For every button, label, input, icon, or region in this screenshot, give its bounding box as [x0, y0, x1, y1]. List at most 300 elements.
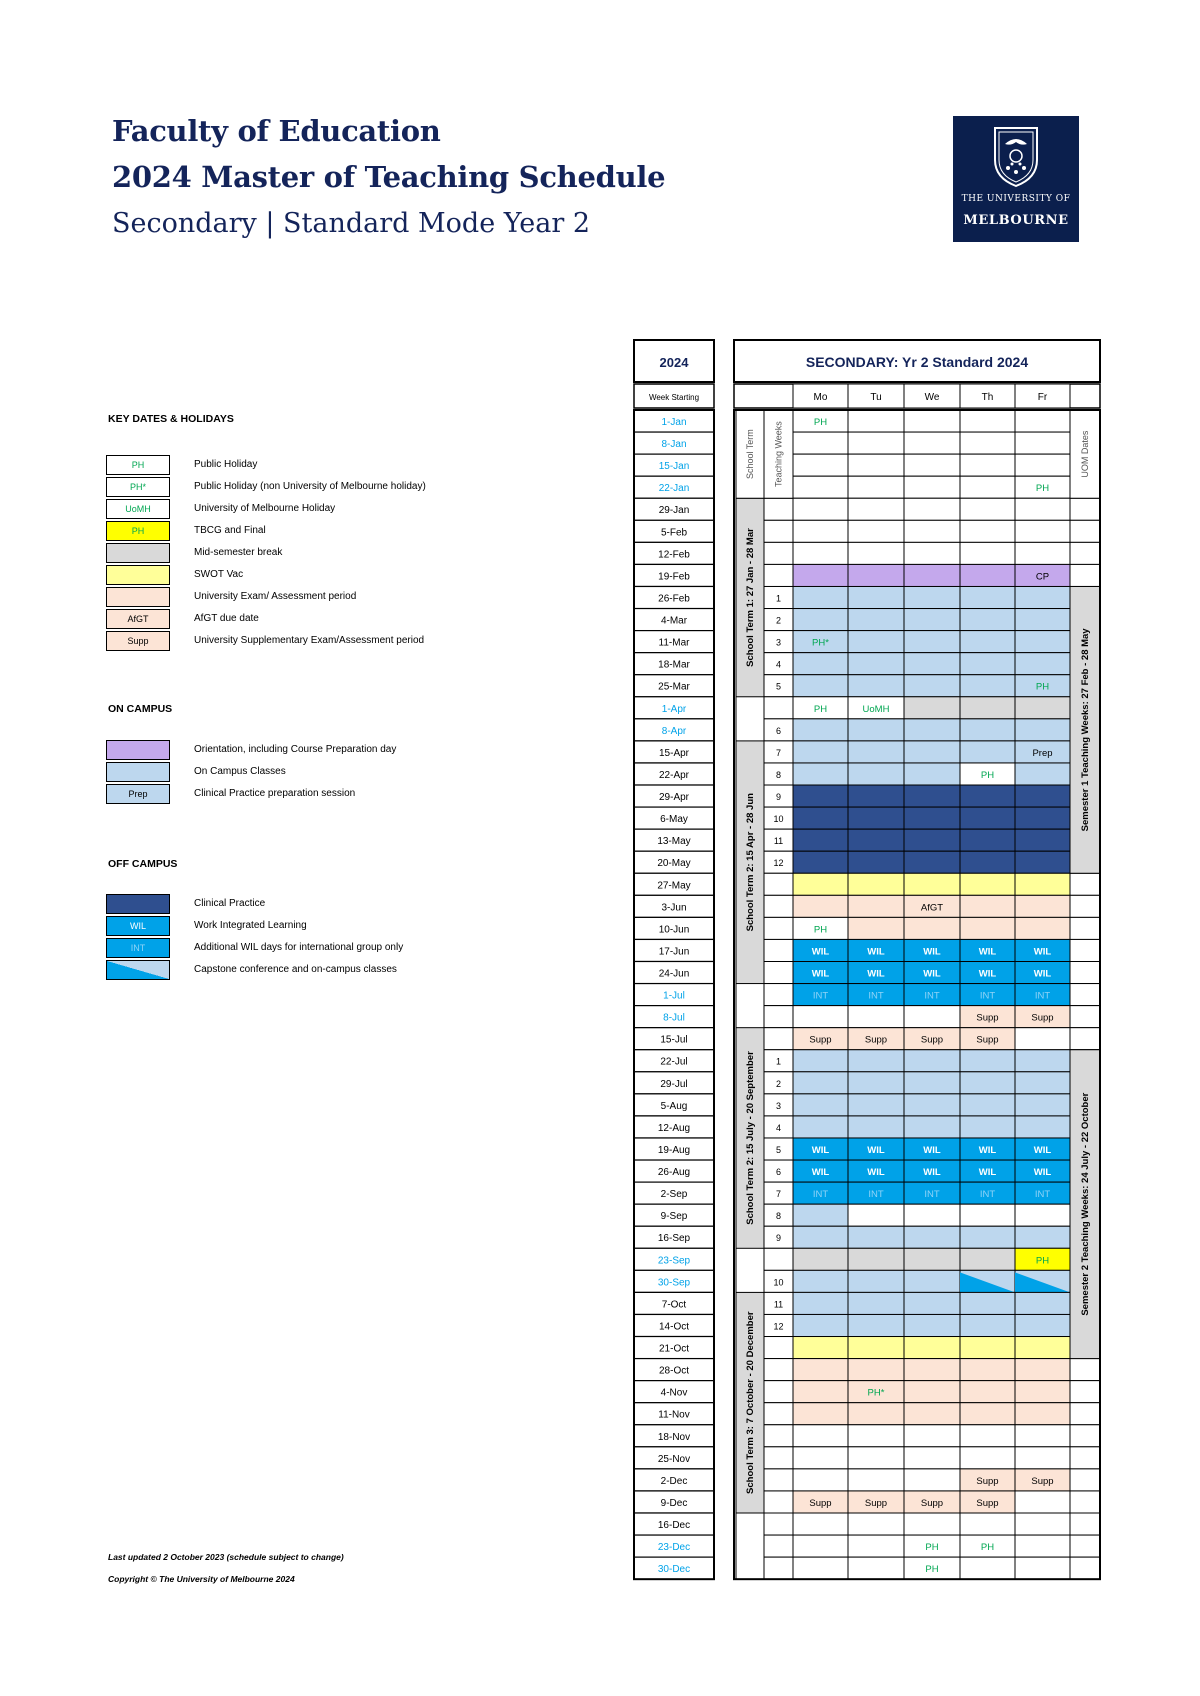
day-cell [960, 873, 1015, 895]
week-date: 2-Dec [660, 1475, 688, 1487]
day-cell [960, 1116, 1015, 1138]
week-date: 18-Nov [657, 1431, 691, 1443]
legend-label: Clinical Practice preparation session [194, 788, 356, 799]
teaching-week-number: 7 [775, 1189, 782, 1200]
teaching-week-number: 5 [775, 681, 782, 692]
teaching-week-number: 3 [775, 1100, 782, 1111]
teaching-week-cell [764, 1491, 793, 1513]
day-cell [848, 564, 904, 586]
uom-cell [1070, 1557, 1100, 1579]
day-cell [960, 410, 1015, 432]
day-cell [1015, 454, 1070, 476]
day-cell [848, 542, 904, 564]
day-cell [1015, 1447, 1070, 1469]
cell-label: Supp [864, 1034, 888, 1046]
teaching-week-number: 5 [775, 1144, 782, 1155]
day-cell [848, 1425, 904, 1447]
cell-label: Supp [864, 1497, 888, 1509]
day-cell [793, 1469, 848, 1491]
week-date: 15-Apr [658, 747, 690, 759]
day-cell [1015, 1381, 1070, 1403]
week-date: 26-Feb [658, 593, 690, 605]
week-date: 1-Jan [661, 417, 687, 428]
uom-cell [1070, 1447, 1100, 1469]
day-cell [848, 1535, 904, 1557]
cell-label: PH [925, 1542, 939, 1554]
cell-label: WIL [867, 1167, 885, 1179]
day-cell [904, 829, 960, 851]
school-term-4-label: School Term 3: 7 October - 20 December [745, 1311, 756, 1494]
day-cell [1015, 1535, 1070, 1557]
teaching-week-cell [764, 1447, 793, 1469]
day-cell [848, 895, 904, 917]
week-date: 8-Jul [663, 1012, 685, 1024]
week-date: 16-Dec [657, 1520, 691, 1531]
page-subtitle: Secondary | Standard Mode Year 2 [112, 208, 590, 239]
day-cell [904, 1006, 960, 1028]
day-cell [1015, 1292, 1070, 1314]
day-cell [793, 1248, 848, 1270]
day-cell [960, 1425, 1015, 1447]
legend-swatch: PH [106, 455, 170, 475]
cell-label: INT [868, 1189, 884, 1201]
week-date: 29-Apr [658, 792, 690, 804]
day-cell [793, 873, 848, 895]
day-cell [1015, 542, 1070, 564]
day-cell [793, 851, 848, 873]
day-cell [960, 807, 1015, 829]
teaching-week-cell [764, 895, 793, 917]
teaching-week-cell [764, 520, 793, 542]
day-cell [904, 697, 960, 719]
day-cell [960, 564, 1015, 586]
faculty-heading: Faculty of Education [112, 114, 441, 148]
week-date: 30-Sep [657, 1277, 691, 1289]
day-cell [1015, 498, 1070, 520]
day-cell [904, 520, 960, 542]
day-cell [960, 697, 1015, 719]
day-cell [960, 1513, 1015, 1535]
day-cell [848, 719, 904, 741]
day-cell [904, 1513, 960, 1535]
week-date: 30-Dec [657, 1564, 691, 1576]
week-date: 24-Jun [658, 968, 690, 980]
day-cell [960, 851, 1015, 873]
day-cell [1015, 1513, 1070, 1535]
day-cell [793, 586, 848, 608]
legend-swatch: WIL [106, 916, 170, 936]
teaching-week-number: 6 [775, 1167, 782, 1178]
day-cell [848, 917, 904, 939]
day-cell [904, 1116, 960, 1138]
day-cell [904, 564, 960, 586]
day-cell [960, 741, 1015, 763]
day-cell [848, 1094, 904, 1116]
day-cell [848, 1314, 904, 1336]
uom-dates-header: UOM Dates [1080, 430, 1090, 478]
cell-label: INT [1034, 990, 1051, 1002]
day-cell [793, 1337, 848, 1359]
cell-label: INT [1034, 1189, 1051, 1201]
day-header: Th [981, 392, 994, 403]
day-cell [904, 675, 960, 697]
day-header: We [924, 392, 940, 403]
day-cell [793, 653, 848, 675]
day-cell [1015, 1557, 1070, 1579]
cell-label: PH* [812, 637, 829, 649]
week-date: 1-Jul [663, 990, 685, 1002]
uom-cell [1070, 1381, 1100, 1403]
day-cell [793, 1513, 848, 1535]
cell-label: PH [1035, 1255, 1050, 1267]
calendar-title: SECONDARY: Yr 2 Standard 2024 [805, 354, 1029, 370]
day-cell [1015, 807, 1070, 829]
cell-label: UoMH [862, 703, 890, 715]
teaching-week-cell [764, 1513, 793, 1535]
teaching-week-number: 9 [775, 1233, 782, 1244]
day-cell [904, 1381, 960, 1403]
cell-label: WIL [867, 1144, 885, 1156]
legend-label: Additional WIL days for international group only [194, 942, 404, 953]
uom-cell [1070, 1491, 1100, 1513]
day-cell [848, 829, 904, 851]
legend-swatch: PH [106, 521, 170, 541]
cell-label: WIL [811, 1167, 830, 1179]
legend-label: Public Holiday (non University of Melbourne holiday) [194, 481, 426, 492]
week-date: 23-Sep [657, 1255, 691, 1267]
day-cell [793, 1314, 848, 1336]
day-cell [793, 895, 848, 917]
day-cell [904, 1447, 960, 1469]
cell-label: INT [812, 990, 829, 1002]
day-cell [1015, 873, 1070, 895]
week-date: 27-May [657, 880, 691, 892]
day-cell [793, 1359, 848, 1381]
uom-cell [1070, 1535, 1100, 1557]
day-cell [1015, 1359, 1070, 1381]
day-cell [793, 432, 848, 454]
legend-label: Public Holiday [194, 459, 258, 470]
day-cell [793, 763, 848, 785]
day-cell [848, 1557, 904, 1579]
off-campus-heading: OFF CAMPUS [108, 858, 178, 870]
day-cell [904, 785, 960, 807]
legend-label: Capstone conference and on-campus classes [194, 964, 397, 975]
day-cell [1015, 1337, 1070, 1359]
school-term-1-label: School Term 1: 27 Jan - 28 Mar [745, 528, 756, 667]
week-date: 22-Jul [660, 1056, 688, 1068]
legend-label: University Exam/ Assessment period [194, 591, 357, 602]
legend-label: Mid-semester break [194, 547, 283, 558]
day-cell [793, 829, 848, 851]
day-cell [960, 631, 1015, 653]
legend-label: SWOT Vac [194, 569, 244, 580]
cell-label: INT [924, 1189, 940, 1201]
legend-label: AfGT due date [194, 613, 259, 624]
legend-label: University of Melbourne Holiday [194, 503, 336, 514]
day-cell [904, 542, 960, 564]
uom-cell [1070, 520, 1100, 542]
week-date: 13-May [657, 836, 691, 848]
teaching-week-cell [764, 564, 793, 586]
week-date: 8-Jan [661, 439, 687, 451]
day-cell [848, 1226, 904, 1248]
day-cell [960, 895, 1015, 917]
cell-label: WIL [867, 968, 885, 980]
day-cell [848, 741, 904, 763]
teaching-week-cell [764, 1535, 793, 1557]
day-cell [793, 1226, 848, 1248]
cell-label: AfGT [920, 902, 944, 914]
cell-label: WIL [923, 1167, 941, 1179]
week-date: 18-Mar [658, 659, 690, 671]
cell-label: INT [979, 990, 996, 1002]
day-cell [904, 1337, 960, 1359]
day-cell [1015, 520, 1070, 542]
cell-label: Supp [920, 1034, 944, 1046]
week-date: 25-Mar [658, 681, 690, 693]
day-cell [848, 1403, 904, 1425]
day-cell [960, 1447, 1015, 1469]
legend-swatch: Prep [106, 784, 170, 804]
day-cell [904, 1226, 960, 1248]
page-title: 2024 Master of Teaching Schedule [112, 160, 666, 194]
week-date: 11-Nov [658, 1409, 690, 1421]
legend-swatch: Supp [106, 631, 170, 651]
day-cell [848, 1116, 904, 1138]
day-cell [960, 1050, 1015, 1072]
uom-cell [1070, 917, 1100, 939]
semester-2-label: Semester 2 Teaching Weeks: 24 July - 22 October [1080, 1092, 1091, 1316]
day-cell [1015, 1403, 1070, 1425]
day-cell [1015, 697, 1070, 719]
cell-label: Supp [976, 1034, 999, 1046]
cell-label: Supp [976, 1475, 999, 1487]
day-cell [904, 1425, 960, 1447]
legend-label: Clinical Practice [194, 898, 266, 909]
day-cell [793, 807, 848, 829]
uom-cell [1070, 1469, 1100, 1491]
cell-label: INT [812, 1189, 829, 1201]
cell-label: WIL [923, 968, 941, 980]
day-cell [960, 1226, 1015, 1248]
uom-cell [1070, 962, 1100, 984]
day-cell [793, 454, 848, 476]
teaching-week-number: 9 [775, 792, 782, 803]
week-date: 5-Feb [660, 527, 688, 539]
day-cell [1015, 631, 1070, 653]
day-cell [904, 851, 960, 873]
copyright-note: Copyright © The University of Melbourne 2024 [108, 1574, 295, 1584]
day-cell [960, 476, 1015, 498]
day-cell [848, 1050, 904, 1072]
cell-label: WIL [978, 946, 997, 958]
teaching-week-number: 11 [773, 836, 784, 847]
day-cell [904, 763, 960, 785]
day-cell [848, 1248, 904, 1270]
teaching-week-number: 8 [775, 769, 782, 780]
cell-label: Supp [976, 1497, 999, 1509]
week-date: 22-Apr [658, 769, 690, 781]
day-cell [904, 498, 960, 520]
day-cell [960, 1292, 1015, 1314]
day-cell [960, 498, 1015, 520]
week-date: 21-Oct [658, 1343, 690, 1355]
week-date: 4-Mar [660, 615, 688, 627]
day-cell [904, 476, 960, 498]
day-cell [904, 1292, 960, 1314]
day-cell [848, 410, 904, 432]
cell-label: WIL [1033, 1167, 1052, 1179]
week-date: 29-Jan [658, 505, 690, 517]
cell-label: WIL [867, 946, 885, 958]
day-cell [848, 1006, 904, 1028]
cell-label: WIL [978, 1144, 997, 1156]
logo-line1: THE UNIVERSITY OF [961, 194, 1071, 204]
day-cell [1015, 1204, 1070, 1226]
day-cell [904, 1072, 960, 1094]
day-cell [1015, 851, 1070, 873]
day-cell [793, 1050, 848, 1072]
uom-cell [1070, 895, 1100, 917]
day-cell [793, 1072, 848, 1094]
day-cell [848, 785, 904, 807]
teaching-week-number: 6 [775, 725, 782, 736]
teaching-week-cell [764, 542, 793, 564]
day-cell [1015, 785, 1070, 807]
week-date: 7-Oct [661, 1299, 687, 1311]
cell-label: WIL [923, 946, 941, 958]
day-cell [904, 1050, 960, 1072]
teaching-week-number: 11 [773, 1299, 784, 1310]
cell-label: Supp [920, 1497, 944, 1509]
uom-cell [1070, 498, 1100, 520]
teaching-week-cell [764, 1337, 793, 1359]
teaching-week-number: 3 [775, 637, 782, 648]
week-date: 19-Aug [657, 1144, 691, 1156]
cell-label: WIL [811, 946, 830, 958]
week-date: 2-Sep [660, 1189, 688, 1201]
cell-label: Supp [809, 1497, 832, 1509]
day-cell [1015, 1116, 1070, 1138]
legend-label: Orientation, including Course Preparation day [194, 744, 397, 755]
week-date: 12-Feb [658, 549, 690, 561]
day-cell [904, 1204, 960, 1226]
uom-cell [1070, 984, 1100, 1006]
week-date: 20-May [657, 858, 691, 870]
day-cell [793, 741, 848, 763]
teaching-week-number: 8 [775, 1211, 782, 1222]
cell-label: WIL [811, 968, 830, 980]
day-cell [1015, 829, 1070, 851]
day-cell [848, 873, 904, 895]
day-cell [904, 1359, 960, 1381]
week-date: 11-Mar [658, 637, 690, 649]
day-cell [1015, 1425, 1070, 1447]
day-cell [960, 586, 1015, 608]
cell-label: PH [980, 769, 995, 781]
day-cell [848, 432, 904, 454]
teaching-week-number: 12 [773, 1321, 784, 1332]
teaching-week-cell [764, 962, 793, 984]
cell-label: WIL [811, 1144, 830, 1156]
day-cell [1015, 1314, 1070, 1336]
uom-cell [1070, 542, 1100, 564]
uom-cell [1070, 939, 1100, 961]
day-cell [904, 1248, 960, 1270]
day-cell [960, 1359, 1015, 1381]
day-cell [960, 520, 1015, 542]
day-cell [960, 917, 1015, 939]
day-cell [1015, 763, 1070, 785]
cell-label: Supp [1031, 1475, 1054, 1487]
day-cell [904, 1314, 960, 1336]
day-cell [1015, 1491, 1070, 1513]
week-date: 9-Sep [660, 1211, 688, 1223]
day-cell [793, 520, 848, 542]
day-cell [960, 1248, 1015, 1270]
teaching-week-cell [764, 1006, 793, 1028]
day-cell [793, 1403, 848, 1425]
day-cell [848, 1204, 904, 1226]
day-cell [904, 653, 960, 675]
day-cell [904, 1469, 960, 1491]
uom-cell [1070, 873, 1100, 895]
uom-cell [1070, 1006, 1100, 1028]
cell-label: WIL [1033, 968, 1052, 980]
day-header: Mo [813, 392, 828, 403]
day-cell [1015, 917, 1070, 939]
day-cell [960, 1381, 1015, 1403]
day-cell [848, 675, 904, 697]
uom-cell [1070, 1403, 1100, 1425]
day-cell [960, 432, 1015, 454]
week-date: 23-Dec [657, 1542, 691, 1554]
day-cell [1015, 586, 1070, 608]
logo-line2: MELBOURNE [963, 213, 1069, 228]
school-term-header: School Term [745, 429, 755, 480]
week-date: 5-Aug [660, 1100, 688, 1112]
cell-label: INT [868, 990, 884, 1002]
day-cell [1015, 1094, 1070, 1116]
uom-cell [1070, 564, 1100, 586]
week-date: 15-Jul [660, 1034, 688, 1046]
day-cell [960, 1337, 1015, 1359]
uom-cell [1070, 1028, 1100, 1050]
day-cell [848, 1072, 904, 1094]
teaching-week-cell [764, 498, 793, 520]
day-cell [904, 917, 960, 939]
week-date: 4-Nov [660, 1387, 688, 1399]
day-cell [793, 785, 848, 807]
day-cell [1015, 1072, 1070, 1094]
teaching-week-cell [764, 1403, 793, 1425]
day-cell [904, 873, 960, 895]
day-cell [960, 1204, 1015, 1226]
legend-label: University Supplementary Exam/Assessment period [194, 635, 425, 646]
week-date: 1-Apr [661, 703, 687, 715]
cell-label: WIL [1033, 1144, 1052, 1156]
cell-label: WIL [978, 1167, 997, 1179]
day-cell [960, 675, 1015, 697]
teaching-week-number: 2 [775, 1078, 782, 1089]
week-date: 25-Nov [657, 1453, 691, 1465]
day-cell [960, 653, 1015, 675]
week-date: 6-May [660, 814, 688, 826]
day-cell [793, 1270, 848, 1292]
cell-label: PH [813, 417, 828, 428]
day-cell [960, 542, 1015, 564]
